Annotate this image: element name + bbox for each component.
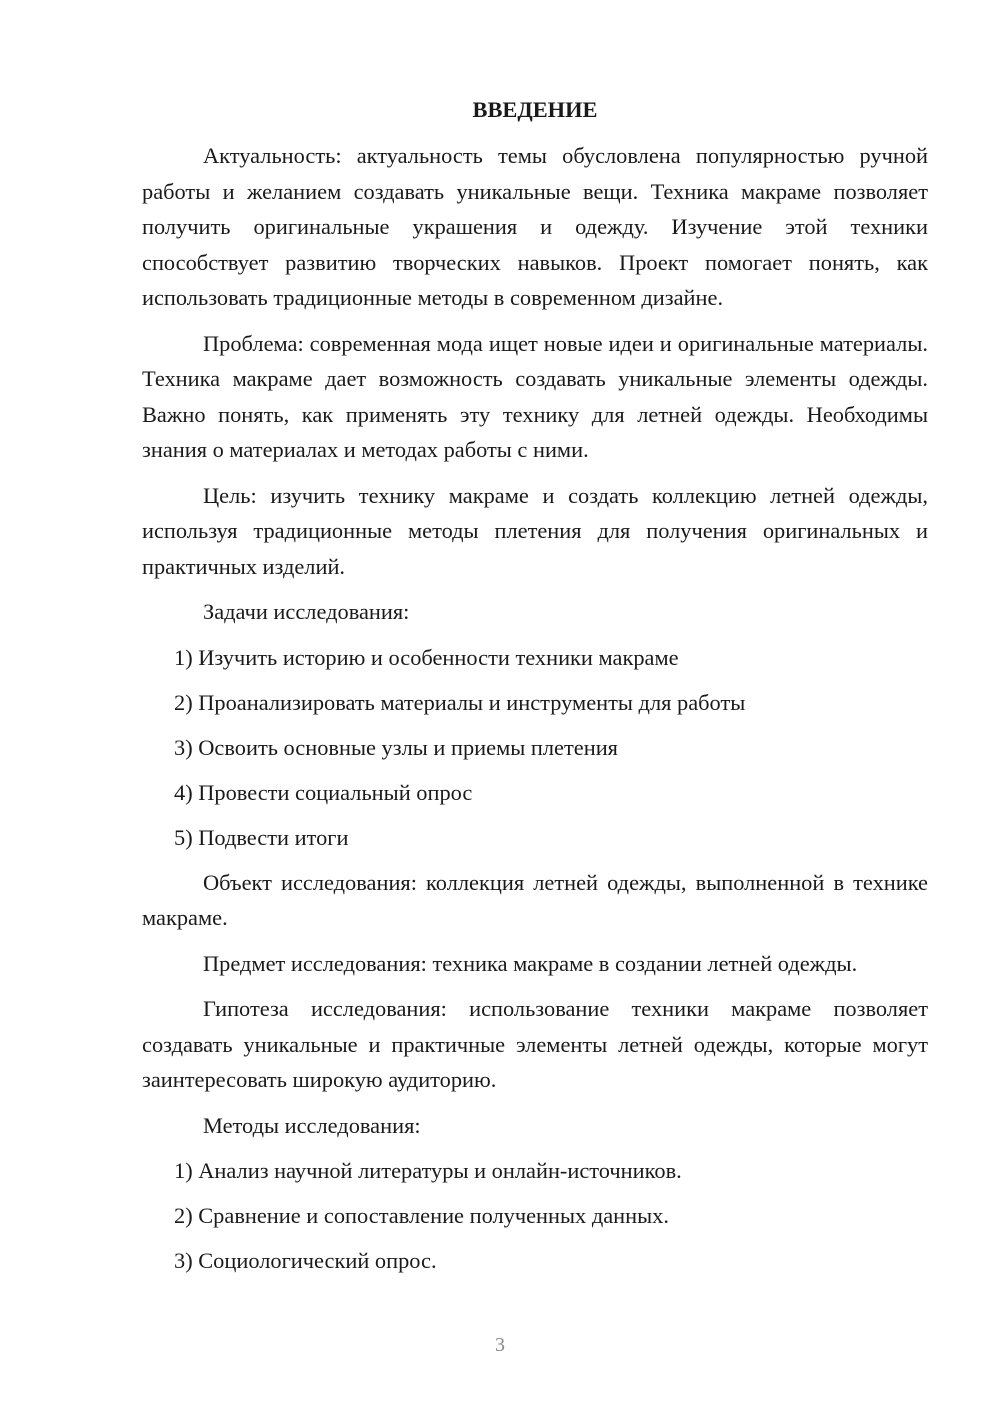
method-item: 2) Сравнение и сопоставление полученных данных.: [174, 1203, 669, 1228]
page-number: 3: [495, 1334, 505, 1356]
task-item: 5) Подвести итоги: [174, 824, 349, 850]
task-item: 3) Освоить основные узлы и приемы плетения: [174, 734, 618, 760]
actuality-paragraph: Актуальность: актуальность темы обусловлена популярностью ручной работы и желанием создавать уникальные вещи. Техника макраме позволяет получить оригинальные украшения и одежду. Изучение этой техники способствует развитию творческих навыков. Проект помогает понять, как использовать традиционные методы в современном дизайне.: [142, 143, 928, 310]
method-item: 3) Социологический опрос.: [174, 1248, 437, 1273]
section-title: ВВЕДЕНИЕ: [472, 97, 598, 122]
subject-paragraph: Предмет исследования: техника макраме в создании летней одежды.: [203, 950, 858, 976]
goal-paragraph: Цель: изучить технику макраме и создать коллекцию летней одежды, используя традиционные методы плетения для получения оригинальных и практичных изделий.: [142, 482, 928, 579]
tasks-heading: Задачи исследования:: [203, 599, 410, 624]
hypothesis-paragraph: Гипотеза исследования: использование техники макраме позволяет создавать уникальные и практичные элементы летней одежды, которые могут заинтересовать широкую аудиторию.: [142, 996, 928, 1092]
methods-list: [142, 1153, 928, 1279]
document-page: [142, 92, 928, 1288]
problem-paragraph: Проблема: современная мода ищет новые идеи и оригинальные материалы. Техника макраме дает возможность создавать уникальные элементы одежды. Важно понять, как применять эту технику для летней одежды. Необходимы знания о материалах и методах работы с ними.: [142, 330, 928, 462]
method-item: 1) Анализ научной литературы и онлайн-источников.: [174, 1158, 682, 1183]
task-item: 2) Проанализировать материалы и инструменты для работы: [174, 689, 746, 715]
methods-heading: Методы исследования:: [203, 1112, 421, 1138]
object-paragraph: Объект исследования: коллекция летней одежды, выполненной в технике макраме.: [142, 869, 928, 930]
task-item: 4) Провести социальный опрос: [174, 779, 473, 805]
tasks-list: [142, 640, 928, 856]
task-item: 1) Изучить историю и особенности техники макраме: [174, 644, 679, 670]
